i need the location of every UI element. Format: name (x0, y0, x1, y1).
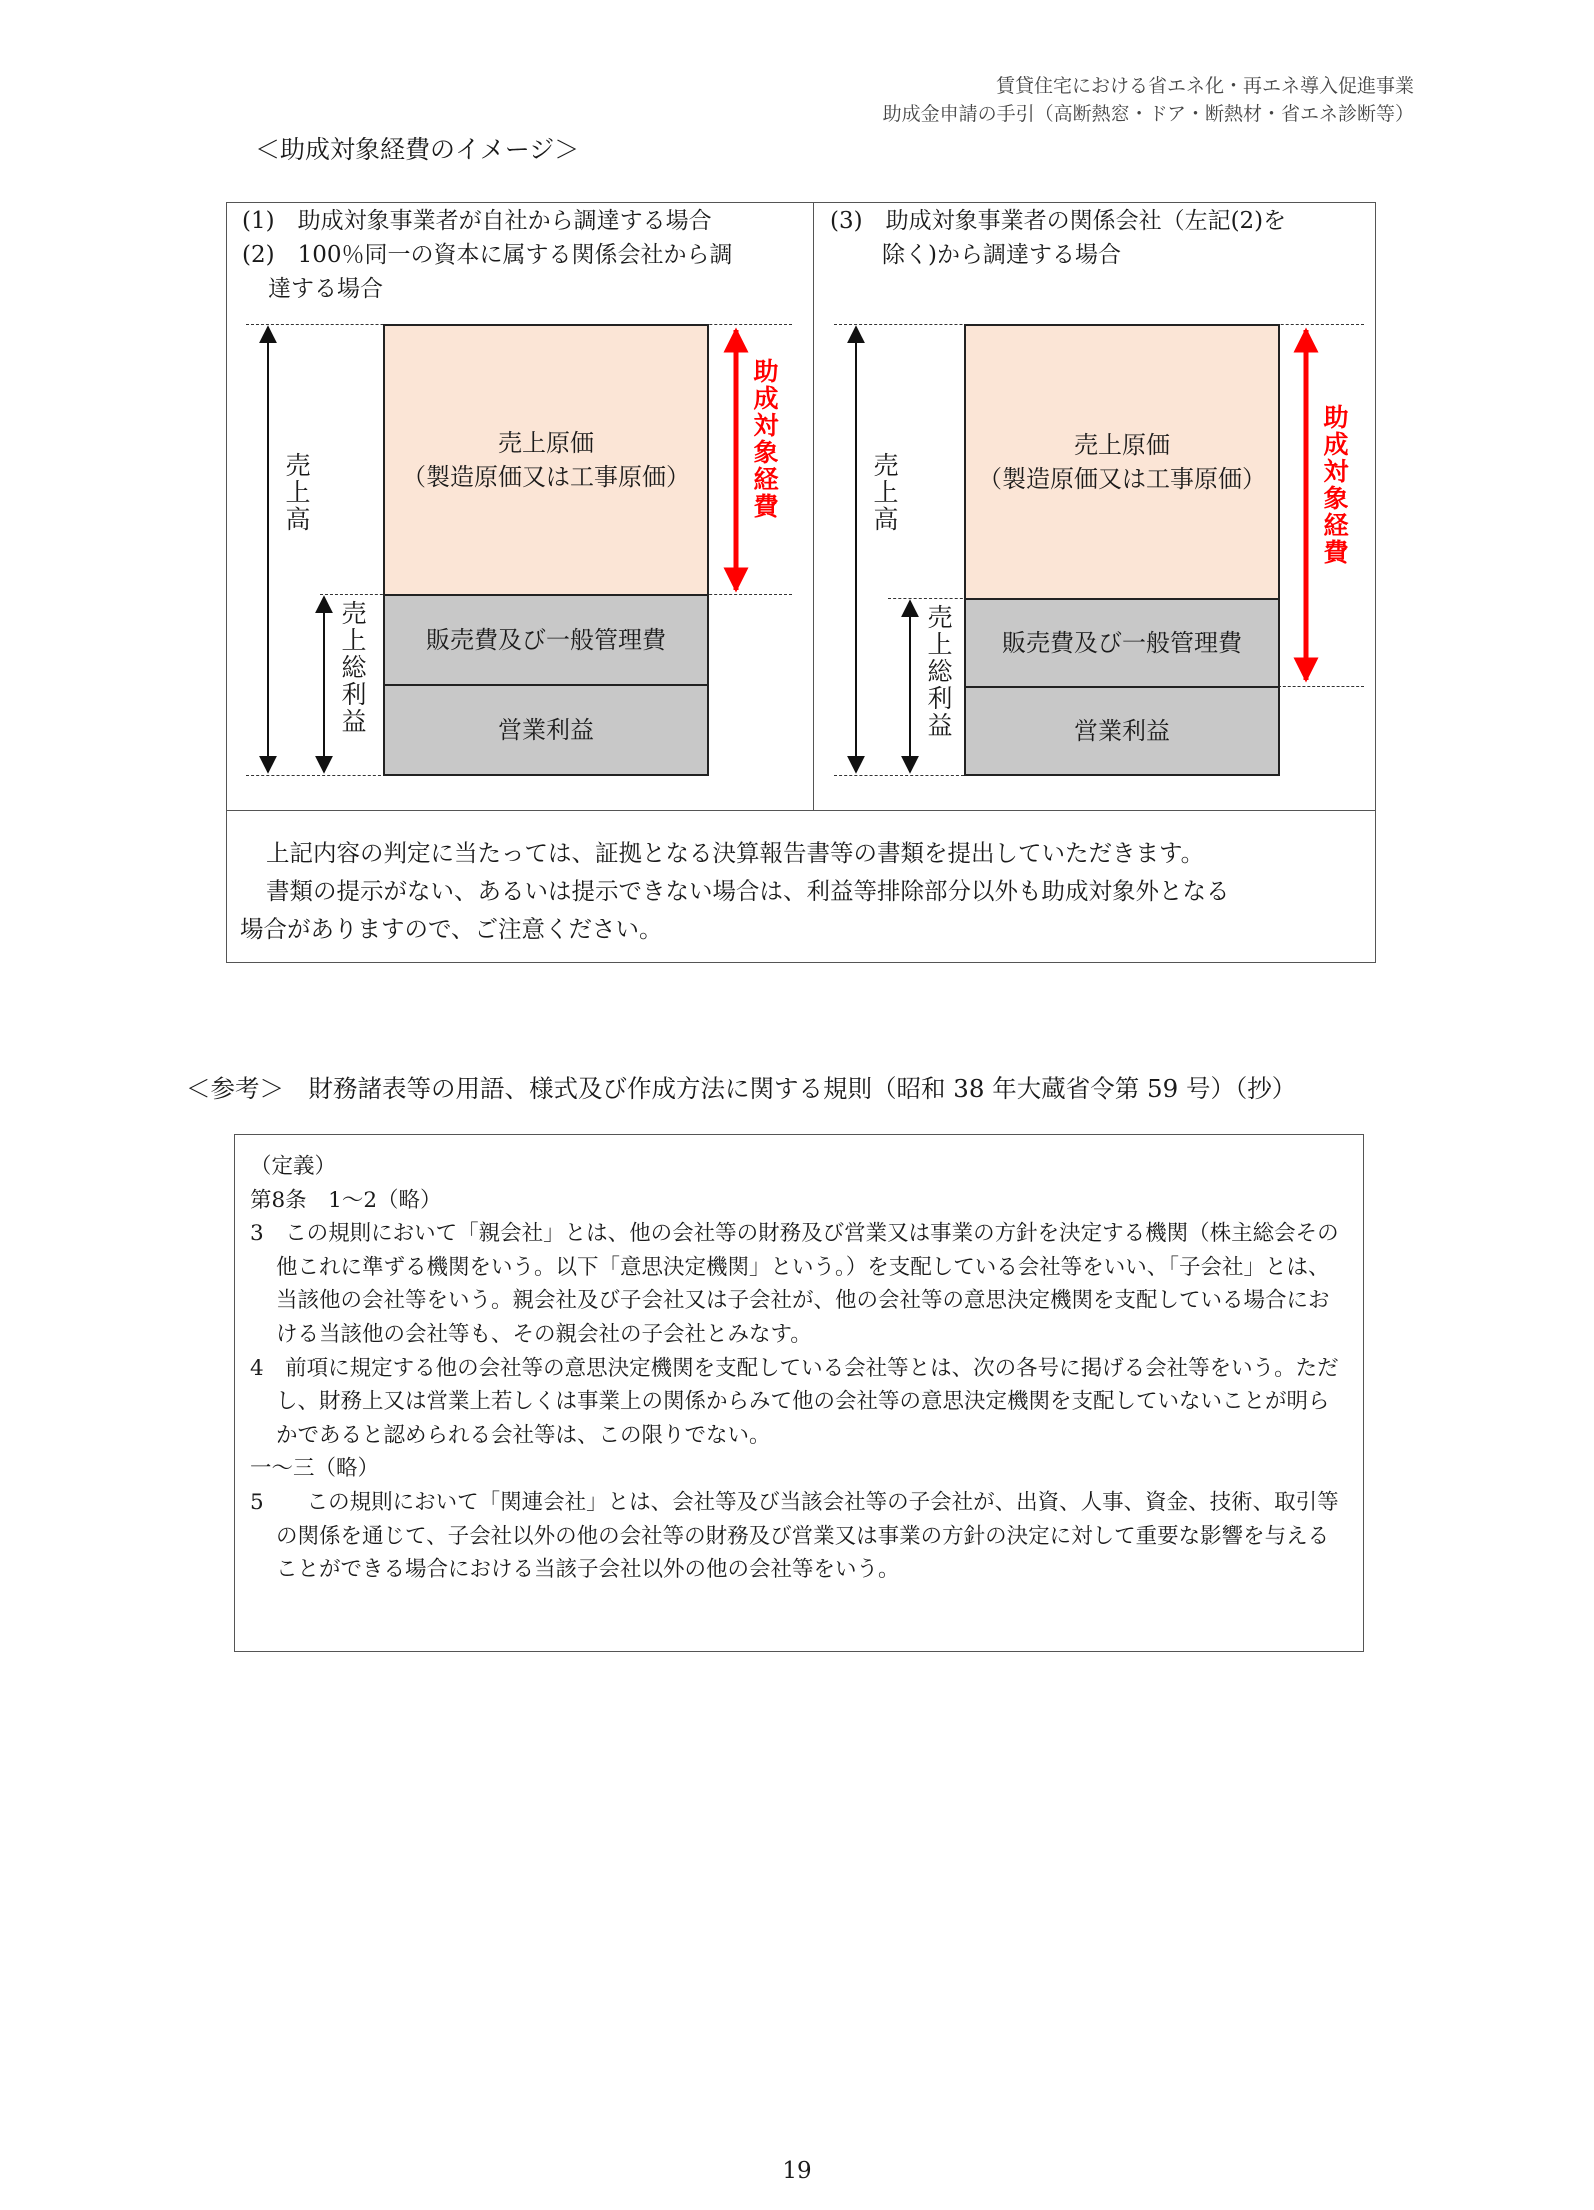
left-gross-profit-label: 売上総利益 (338, 600, 367, 735)
right-sales-label: 売上高 (870, 452, 899, 533)
definitions-paragraph-3: 3 この規則において「親会社」とは、他の会社等の財務及び営業又は事業の方針を決定する機関（株主総会その他これに準ずる機関をいう。以下「意思決定機関」という。）を支配している会社等をいい、「子会社」とは、当該他の会社等をいう。親会社及び子会社又は子会社が、他の会社等の意思決定機関を支配している場合における当該他の会社等も、その親会社の子会社とみなす。 (250, 1221, 1339, 1347)
left-cost-of-sales-box: 売上原価 （製造原価又は工事原価） (383, 324, 709, 596)
definitions-heading: （定義） (250, 1154, 337, 1179)
definitions-paragraph-5: 5 この規則において「関連会社」とは、会社等及び当該会社等の子会社が、出資、人事、資金、技術、取引等の関係を通じて、子会社以外の他の会社等の財務及び営業又は事業の方針の決定に対して重要な影響を与えることができる場合における当該子会社以外の他の会社等をいう。 (250, 1489, 1339, 1583)
right-gross-profit-label: 売上総利益 (924, 604, 953, 739)
definitions-items: 一～三（略） (250, 1456, 380, 1482)
note-text: 上記内容の判定に当たっては、証拠となる決算報告書等の書類を提出していただきます。 書類の提示がない、あるいは提示できない場合は、利益等排除部分以外も助成対象外となる 場合がありますので、ご注意ください。 (240, 839, 1230, 943)
left-operating-profit-box: 営業利益 (383, 684, 709, 776)
right-eligible-expense-label: 助成対象経費 (1320, 404, 1349, 566)
header-line-2: 助成金申請の手引（高断熱窓・ドア・断熱材・省エネ診断等） (882, 103, 1414, 125)
right-operating-profit-box: 営業利益 (964, 686, 1280, 776)
definitions-paragraph-4: 4 前項に規定する他の会社等の意思決定機関を支配している会社等とは、次の各号に掲げる会社等をいう。ただし、財務上又は営業上若しくは事業上の関係からみて他の会社等の意思決定機関を支配していないことが明らかであると認められる会社等は、この限りでない。 (250, 1355, 1339, 1448)
left-case-title: (1) 助成対象事業者が自社から調達する場合 (2) 100％同一の資本に属する関係会社から調 達する場合 (242, 208, 733, 302)
right-case-title: (3) 助成対象事業者の関係会社（左記(2)を 除く)から調達する場合 (830, 208, 1287, 268)
definitions-text (250, 1150, 1350, 1587)
header-line-1: 賃貸住宅における省エネ化・再エネ導入促進事業 (995, 75, 1414, 97)
right-cost-of-sales-box: 売上原価 （製造原価又は工事原価） (964, 324, 1280, 600)
section-title: ＜助成対象経費のイメージ＞ (255, 135, 580, 164)
definitions-article: 第8条 1～2（略） (250, 1187, 442, 1213)
page-number: 19 (782, 2158, 812, 2184)
left-sales-label: 売上高 (282, 452, 311, 533)
left-eligible-expense-label: 助成対象経費 (750, 358, 779, 520)
reference-title: ＜参考＞ 財務諸表等の用語、様式及び作成方法に関する規則（昭和 38 年大蔵省令第 59 号）（抄） (186, 1074, 1297, 1103)
left-sga-box: 販売費及び一般管理費 (383, 594, 709, 686)
right-sga-box: 販売費及び一般管理費 (964, 598, 1280, 688)
